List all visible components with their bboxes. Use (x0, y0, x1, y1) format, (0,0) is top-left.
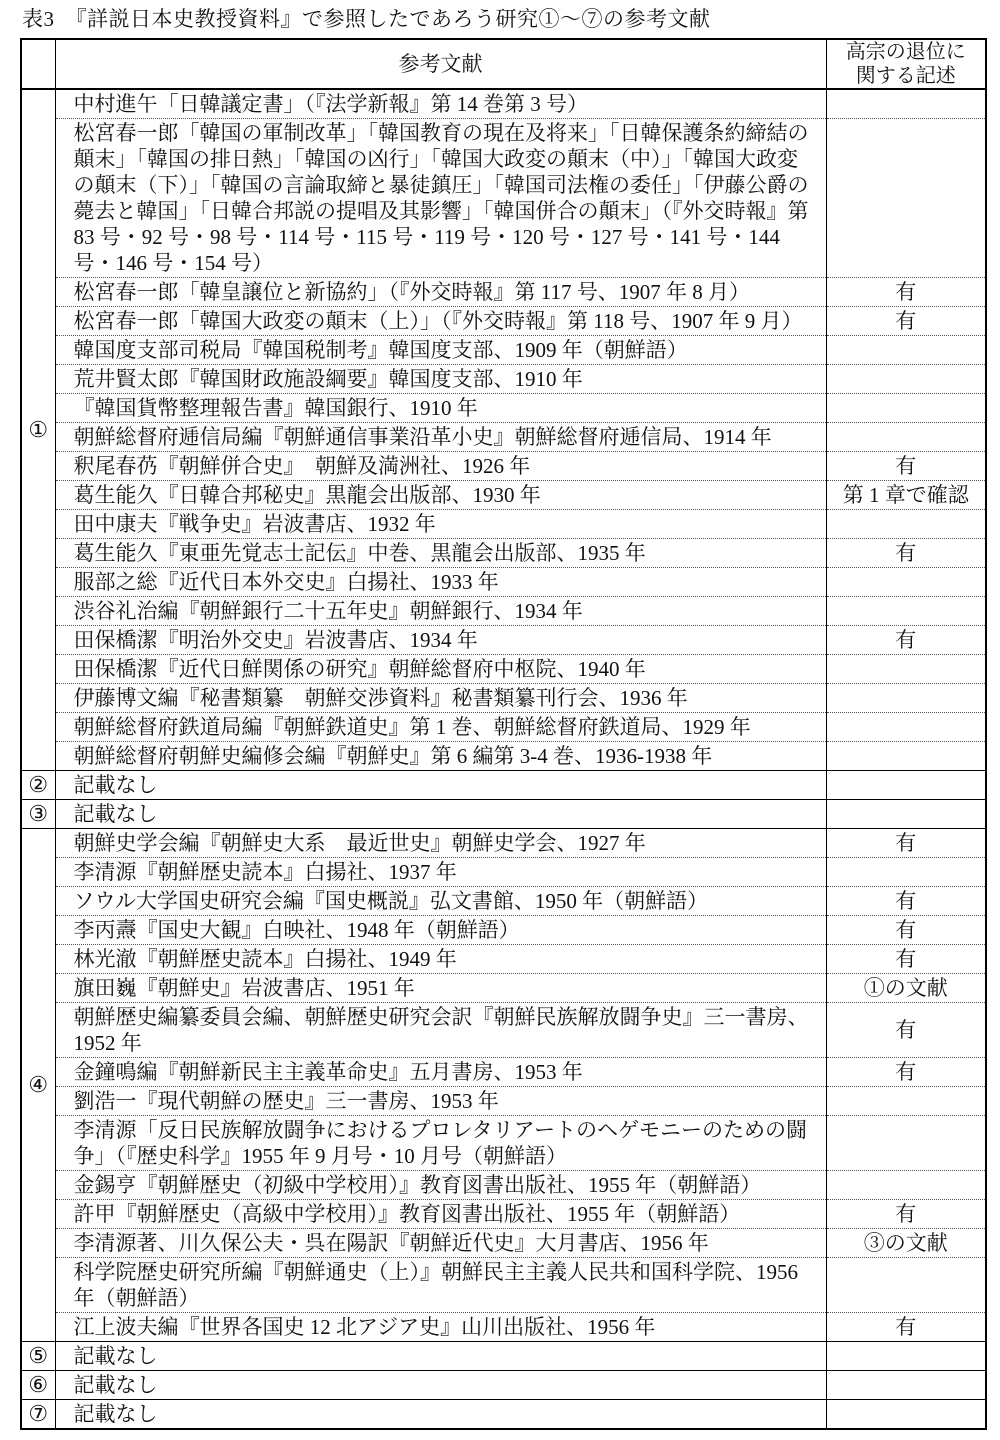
table-row (21, 1400, 986, 1430)
header-references: 参考文献 (55, 39, 826, 89)
note-cell (826, 1171, 986, 1200)
note-cell: 有 (826, 1058, 986, 1087)
reference-cell: 葛生能久『東亜先覚志士記伝』中巻、黒龍会出版部、1935 年 (55, 539, 826, 568)
reference-cell: 田中康夫『戦争史』岩波書店、1932 年 (55, 510, 826, 539)
reference-cell: 李清源著、川久保公夫・呉在陽訳『朝鮮近代史』大月書店、1956 年 (55, 1229, 826, 1258)
note-cell (826, 771, 986, 800)
table-row (21, 1171, 986, 1200)
note-cell (826, 1400, 986, 1430)
reference-cell: 李清源『朝鮮歴史読本』白揚社、1937 年 (55, 858, 826, 887)
reference-cell: 記載なし (55, 1400, 826, 1430)
table-caption: 表3 『詳説日本史教授資料』で参照したであろう研究①～⑦の参考文献 (22, 7, 711, 31)
header-note-line-1: 高宗の退位に (845, 41, 966, 63)
table-row (21, 510, 986, 539)
note-cell (826, 742, 986, 771)
table-row (21, 1313, 986, 1342)
note-cell: ①の文献 (826, 974, 986, 1003)
note-cell (826, 1116, 986, 1171)
table-row (21, 89, 986, 119)
note-cell: 有 (826, 887, 986, 916)
reference-cell: 松宮春一郎「韓皇譲位と新協約」（『外交時報』第 117 号、1907 年 8 月） (55, 278, 826, 307)
reference-cell: 葛生能久『日韓合邦秘史』黒龍会出版部、1930 年 (55, 481, 826, 510)
reference-cell: 荒井賢太郎『韓国財政施設綱要』韓国度支部、1910 年 (55, 365, 826, 394)
header-row (21, 39, 986, 89)
table-row (21, 829, 986, 858)
note-cell: 有 (826, 829, 986, 858)
header-note-line-2: 関する記述 (855, 65, 956, 87)
note-cell (826, 423, 986, 452)
reference-cell: 朝鮮総督府朝鮮史編修会編『朝鮮史』第 6 編第 3-4 巻、1936-1938 年 (55, 742, 826, 771)
reference-cell: 金鐘鳴編『朝鮮新民主主義革命史』五月書房、1953 年 (55, 1058, 826, 1087)
group-number: ⑦ (21, 1400, 55, 1430)
reference-cell: 記載なし (55, 1371, 826, 1400)
note-cell: 有 (826, 916, 986, 945)
group-number: ③ (21, 800, 55, 829)
note-cell: 有 (826, 278, 986, 307)
table-row (21, 771, 986, 800)
reference-cell: 中村進午「日韓議定書」（『法学新報』第 14 巻第 3 号） (55, 89, 826, 119)
group-number: ④ (21, 829, 55, 1342)
table-row (21, 713, 986, 742)
note-cell: 有 (826, 539, 986, 568)
note-cell: 有 (826, 1200, 986, 1229)
reference-cell: 朝鮮総督府鉄道局編『朝鮮鉄道史』第 1 巻、朝鮮総督府鉄道局、1929 年 (55, 713, 826, 742)
note-cell (826, 684, 986, 713)
reference-cell: 李清源「反日民族解放闘争におけるプロレタリアートのヘゲモニーのための闘争」（『歴史科学』1955 年 9 月号・10 月号（朝鮮語） (55, 1116, 826, 1171)
table-row (21, 597, 986, 626)
table-row (21, 1371, 986, 1400)
note-cell (826, 1342, 986, 1371)
note-cell (826, 89, 986, 119)
table-row (21, 945, 986, 974)
table-row (21, 1116, 986, 1171)
table-row (21, 568, 986, 597)
reference-cell: 朝鮮史学会編『朝鮮史大系 最近世史』朝鮮史学会、1927 年 (55, 829, 826, 858)
note-cell (826, 597, 986, 626)
note-cell: 有 (826, 452, 986, 481)
reference-cell: 江上波夫編『世界各国史 12 北アジア史』山川出版社、1956 年 (55, 1313, 826, 1342)
note-cell: 有 (826, 945, 986, 974)
reference-cell: 田保橋潔『近代日鮮関係の研究』朝鮮総督府中枢院、1940 年 (55, 655, 826, 684)
note-cell (826, 336, 986, 365)
reference-cell: 朝鮮総督府逓信局編『朝鮮通信事業沿革小史』朝鮮総督府逓信局、1914 年 (55, 423, 826, 452)
table-row (21, 452, 986, 481)
reference-cell: ソウル大学国史研究会編『国史概説』弘文書館、1950 年（朝鮮語） (55, 887, 826, 916)
reference-cell: 金錫亨『朝鮮歴史（初級中学校用）』教育図書出版社、1955 年（朝鮮語） (55, 1171, 826, 1200)
note-cell (826, 1258, 986, 1313)
table-row (21, 307, 986, 336)
table-row (21, 481, 986, 510)
table-row (21, 1229, 986, 1258)
reference-cell: 釈尾春芿『朝鮮併合史』 朝鮮及満洲社、1926 年 (55, 452, 826, 481)
note-cell: 有 (826, 1003, 986, 1058)
note-cell (826, 510, 986, 539)
note-cell (826, 1087, 986, 1116)
reference-cell: 松宮春一郎「韓国の軍制改革」「韓国教育の現在及将来」「日韓保護条約締結の顛末」「韓国の排日熱」「韓国の凶行」「韓国大政変の顛末（中）」「韓国大政変の顛末（下）」「韓国の言論取締と暴徒鎮圧」「韓国司法権の委任」「伊藤公爵の薨去と韓国」「日韓合邦説の提唱及其影響」「韓国併合の顛末」（『外交時報』第 83 号・92 号・98 号・114 号・115 号・119 号・120 号・127 号・141 号・144 号・146 号・154 号） (55, 119, 826, 278)
table-row (21, 1342, 986, 1371)
reference-cell: 林光澈『朝鮮歴史読本』白揚社、1949 年 (55, 945, 826, 974)
reference-cell: 科学院歴史研究所編『朝鮮通史（上）』朝鮮民主主義人民共和国科学院、1956 年（朝鮮語） (55, 1258, 826, 1313)
note-cell: 有 (826, 307, 986, 336)
note-cell (826, 713, 986, 742)
note-cell (826, 655, 986, 684)
reference-cell: 劉浩一『現代朝鮮の歴史』三一書房、1953 年 (55, 1087, 826, 1116)
table-row (21, 394, 986, 423)
note-cell (826, 365, 986, 394)
table-row (21, 655, 986, 684)
reference-cell: 記載なし (55, 771, 826, 800)
reference-cell: 記載なし (55, 1342, 826, 1371)
note-cell: 有 (826, 626, 986, 655)
reference-cell: 許甲『朝鮮歴史（高級中学校用）』教育図書出版社、1955 年（朝鮮語） (55, 1200, 826, 1229)
reference-cell: 服部之総『近代日本外交史』白揚社、1933 年 (55, 568, 826, 597)
table-row (21, 684, 986, 713)
note-cell (826, 858, 986, 887)
note-cell: 第 1 章で確認 (826, 481, 986, 510)
table-row (21, 1258, 986, 1313)
corner-cell (21, 39, 55, 89)
group-number: ⑥ (21, 1371, 55, 1400)
reference-cell: 韓国度支部司税局『韓国税制考』韓国度支部、1909 年（朝鮮語） (55, 336, 826, 365)
note-cell (826, 119, 986, 278)
table-row (21, 278, 986, 307)
table-row (21, 1087, 986, 1116)
reference-cell: 松宮春一郎「韓国大政変の顛末（上）」（『外交時報』第 118 号、1907 年 9 月） (55, 307, 826, 336)
reference-cell: 旗田巍『朝鮮史』岩波書店、1951 年 (55, 974, 826, 1003)
reference-cell: 記載なし (55, 800, 826, 829)
table-row (21, 626, 986, 655)
table-row (21, 742, 986, 771)
note-cell (826, 1371, 986, 1400)
table-row (21, 119, 986, 278)
note-cell (826, 394, 986, 423)
table-row (21, 423, 986, 452)
group-number: ① (21, 89, 55, 771)
reference-cell: 李丙燾『国史大観』白映社、1948 年（朝鮮語） (55, 916, 826, 945)
table-row (21, 858, 986, 887)
table-row (21, 539, 986, 568)
table-row (21, 887, 986, 916)
group-number: ② (21, 771, 55, 800)
table-row (21, 1058, 986, 1087)
table-row (21, 1200, 986, 1229)
reference-cell: 田保橋潔『明治外交史』岩波書店、1934 年 (55, 626, 826, 655)
header-note (826, 39, 986, 89)
table-row (21, 916, 986, 945)
reference-cell: 渋谷礼治編『朝鮮銀行二十五年史』朝鮮銀行、1934 年 (55, 597, 826, 626)
reference-cell: 伊藤博文編『秘書類纂 朝鮮交渉資料』秘書類纂刊行会、1936 年 (55, 684, 826, 713)
group-number: ⑤ (21, 1342, 55, 1371)
note-cell: 有 (826, 1313, 986, 1342)
note-cell (826, 800, 986, 829)
reference-cell: 朝鮮歴史編纂委員会編、朝鮮歴史研究会訳『朝鮮民族解放闘争史』三一書房、1952 年 (55, 1003, 826, 1058)
table-row (21, 336, 986, 365)
table-row (21, 800, 986, 829)
table-row (21, 974, 986, 1003)
reference-cell: 『韓国貨幣整理報告書』韓国銀行、1910 年 (55, 394, 826, 423)
note-cell (826, 568, 986, 597)
table-body (21, 89, 986, 1429)
references-table (20, 38, 987, 1430)
table-row (21, 1003, 986, 1058)
table-row (21, 365, 986, 394)
note-cell: ③の文献 (826, 1229, 986, 1258)
